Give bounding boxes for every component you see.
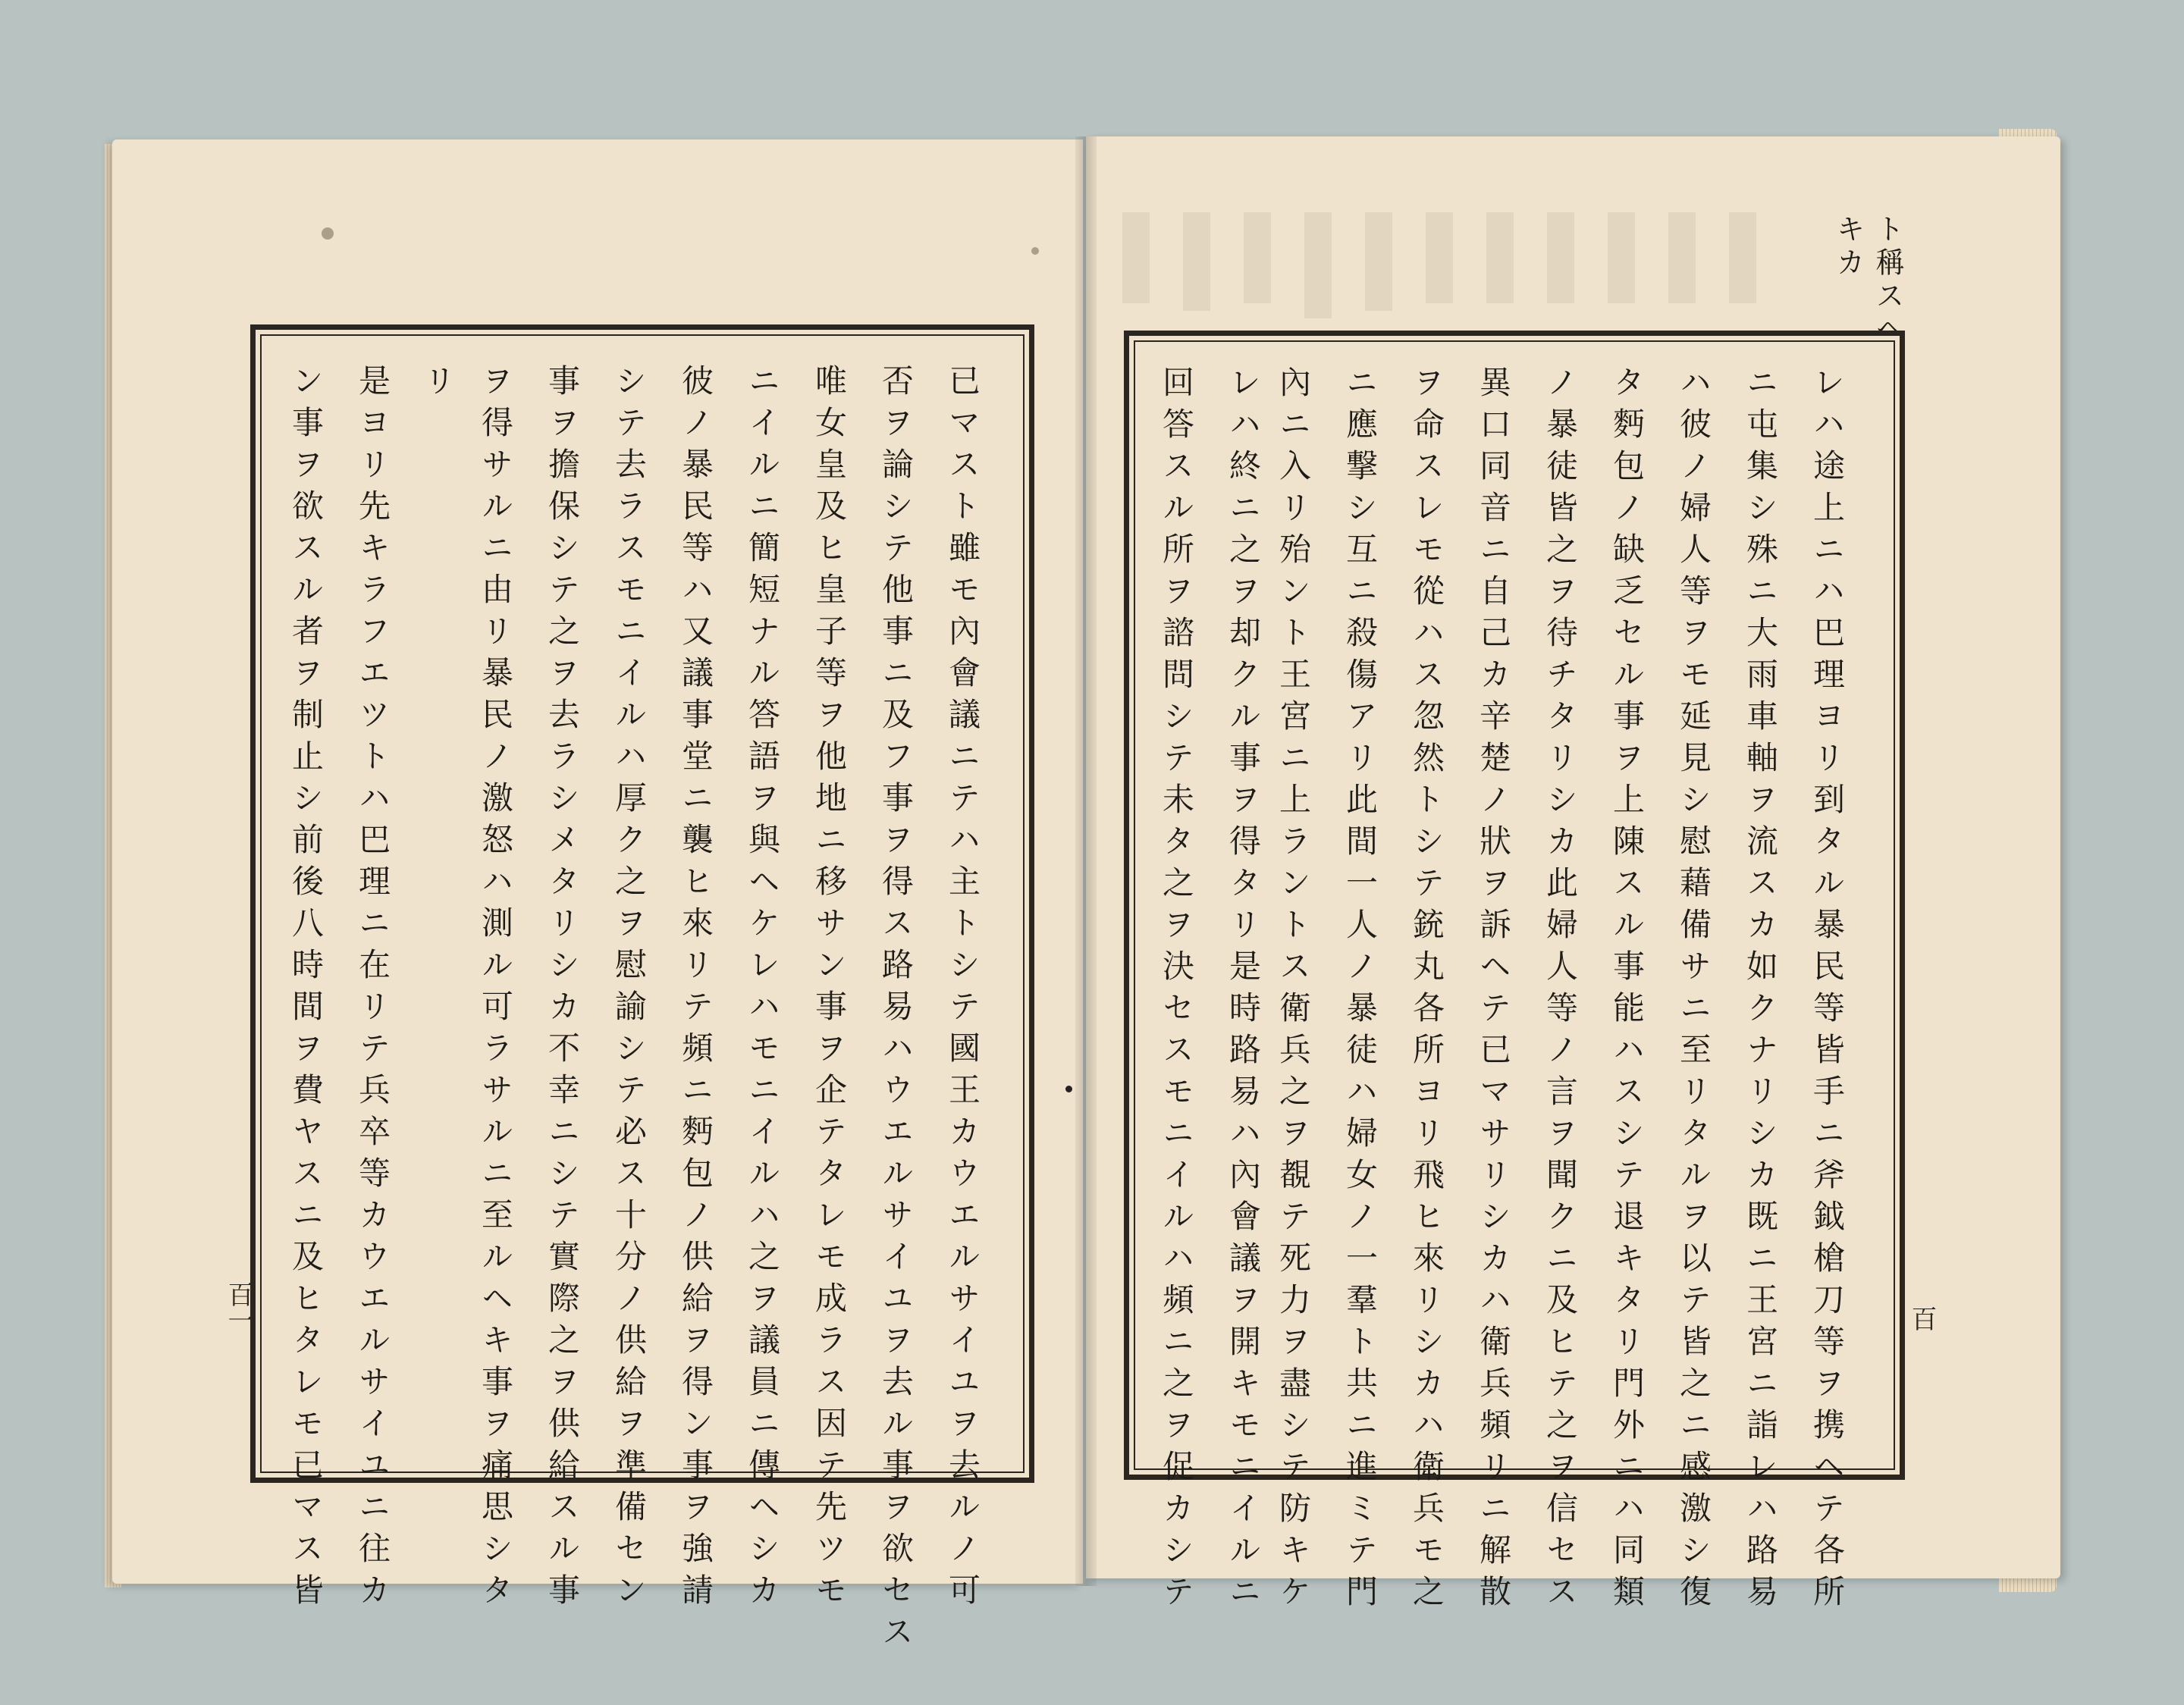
left-column-7: 事ヲ擔保シテ之ヲ去ラシメタリシカ不幸ニシテ實際之ヲ供給スル事 <box>544 364 581 1615</box>
show-through-mark <box>1608 212 1635 303</box>
show-through-mark <box>1365 212 1392 311</box>
left-column-4: ニイルニ簡短ナル答語ヲ與ヘケレハモニイルハ之ヲ議員ニ傳ヘシカ <box>744 364 781 1615</box>
show-through-mark <box>1547 212 1574 303</box>
left-column-3: 唯女皇及ヒ皇子等ヲ他地ニ移サン事ヲ企テタレモ成ラス因テ先ツモ <box>811 364 848 1615</box>
left-page-folio: 百一 <box>223 1281 253 1333</box>
left-column-5: 彼ノ暴民等ハ又議事堂ニ襲ヒ來リテ頻ニ麪包ノ供給ヲ得ン事ヲ強請 <box>677 364 714 1615</box>
right-column-2: ニ屯集シ殊ニ大雨車軸ヲ流スカ如クナリシカ既ニ王宮ニ詣レハ路易 <box>1742 365 1779 1616</box>
show-through-mark <box>1183 212 1210 311</box>
show-through-mark <box>1668 212 1696 303</box>
left-column-2: 否ヲ論シテ他事ニ及フ事ヲ得ス路易ハウエルサイユヲ去ル事ヲ欲セス <box>877 364 915 1656</box>
left-column-1: 已マスト雖モ內會議ニテハ主トシテ國王カウエルサイユヲ去ルノ可 <box>944 364 981 1615</box>
right-column-5: ノ暴徒皆之ヲ待チタリシカ此婦人等ノ言ヲ聞クニ及ヒテ之ヲ信セス <box>1542 365 1579 1616</box>
right-column-8: ニ應撃シ互ニ殺傷アリ此間一人ノ暴徒ハ婦女ノ一羣ト共ニ進ミテ門 <box>1341 365 1379 1616</box>
right-page-folio: 百 <box>1906 1305 1937 1331</box>
right-column-9: 內ニ入リ殆ント王宮ニ上ラントス衛兵之ヲ覩テ死力ヲ盡シテ防キケ <box>1275 365 1312 1616</box>
right-column-1: レハ途上ニハ巴理ヨリ到タル暴民等皆手ニ斧鉞槍刀等ヲ携ヘテ各所 <box>1809 365 1846 1616</box>
running-head-line-1: ト稱スヘ <box>1871 214 1904 347</box>
right-column-6: 異口同音ニ自己カ辛楚ノ狀ヲ訴ヘテ已マサリシカハ衛兵頻リニ解散 <box>1475 365 1512 1616</box>
right-column-11: 回答スル所ヲ諮問シテ未タ之ヲ決セスモニイルハ頻ニ之ヲ促カシテ <box>1158 365 1195 1616</box>
left-column-11: ン事ヲ欲スル者ヲ制止シ前後八時間ヲ費ヤスニ及ヒタレモ已マス皆 <box>287 364 325 1615</box>
running-head-line-2: キカ <box>1831 214 1865 281</box>
show-through-mark <box>1729 212 1756 303</box>
paper-spot <box>1065 1086 1072 1092</box>
left-column-9: リ <box>419 364 457 406</box>
show-through-mark <box>1486 212 1514 303</box>
right-column-7: ヲ命スレモ從ハス忽然トシテ銃丸各所ヨリ飛ヒ來リシカハ衛兵モ之 <box>1408 365 1445 1616</box>
left-column-10: 是ヨリ先キラフエツトハ巴理ニ在リテ兵卒等カウエルサイユニ往カ <box>354 364 391 1615</box>
paper-spot <box>322 227 334 240</box>
left-column-8: ヲ得サルニ由リ暴民ノ激怒ハ測ル可ラサルニ至ルヘキ事ヲ痛思シタ <box>477 364 514 1615</box>
right-column-4: タ麪包ノ缺乏セル事ヲ上陳スル事能ハスシテ退キタリ門外ニハ同類 <box>1608 365 1646 1616</box>
right-column-10: レハ終ニ之ヲ却クル事ヲ得タリ是時路易ハ內會議ヲ開キモニイルニ <box>1225 365 1262 1616</box>
show-through-mark <box>1122 212 1150 303</box>
show-through-mark <box>1304 212 1332 318</box>
paper-spot <box>1031 247 1039 255</box>
book-gutter <box>1075 136 1097 1586</box>
left-column-6: シテ去ラスモニイルハ厚ク之ヲ慰諭シテ必ス十分ノ供給ヲ準備セン <box>610 364 648 1615</box>
show-through-mark <box>1426 212 1453 303</box>
right-column-3: ハ彼ノ婦人等ヲモ延見シ慰藉備サニ至リタルヲ以テ皆之ニ感激シ復 <box>1675 365 1712 1616</box>
show-through-mark <box>1244 212 1271 303</box>
